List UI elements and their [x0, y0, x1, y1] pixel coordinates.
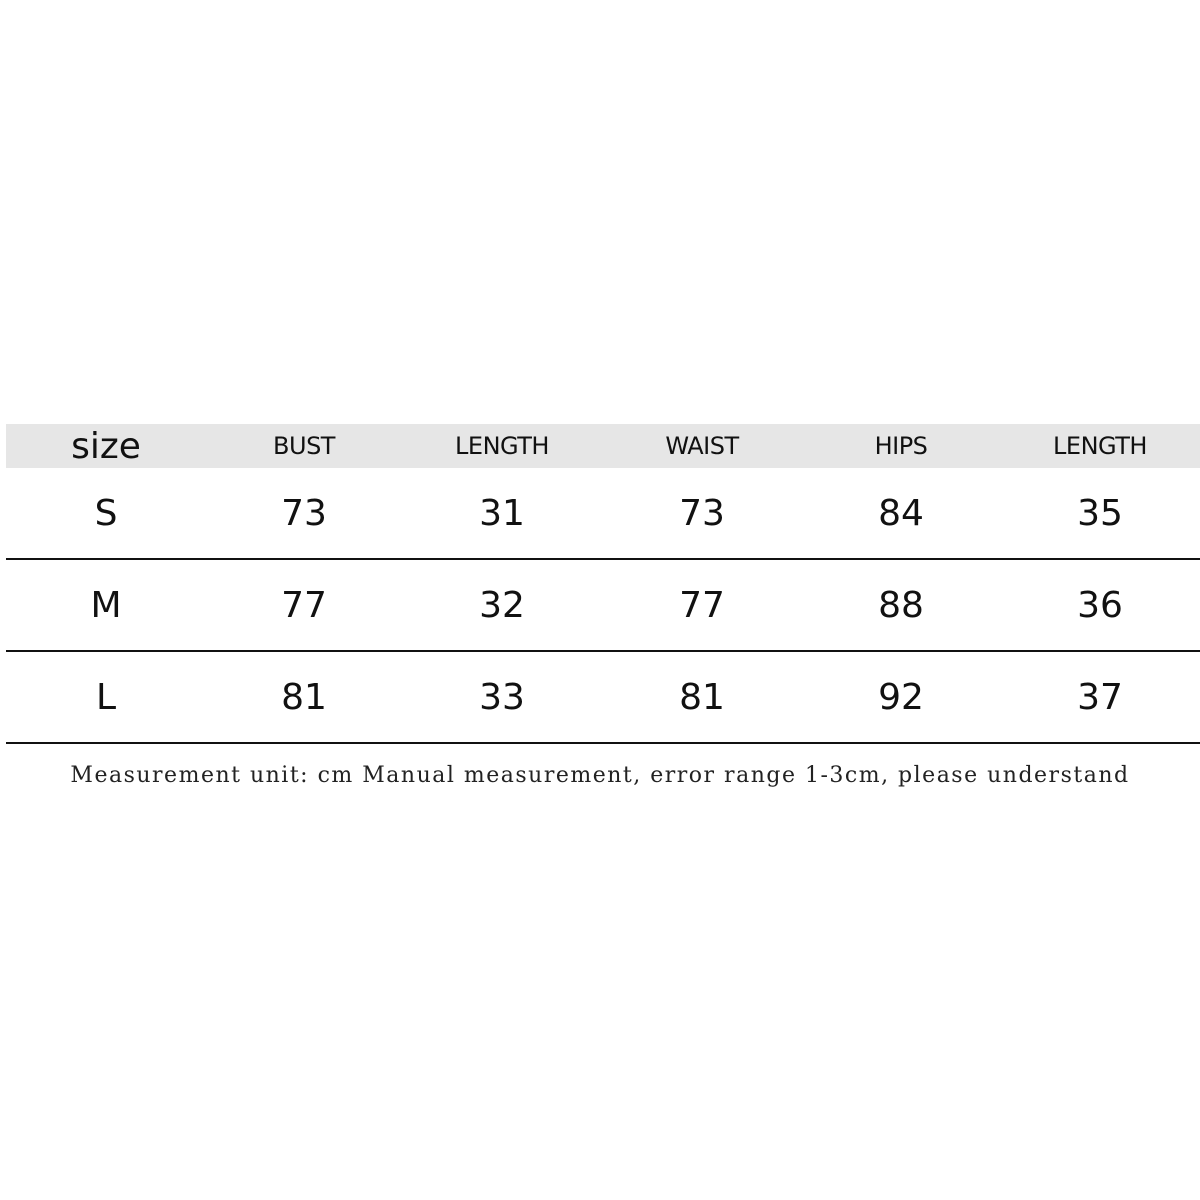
- header-bust: BUST: [273, 432, 335, 460]
- table-row: [6, 560, 1200, 652]
- size-label: L: [95, 676, 117, 718]
- length-2-value: 36: [1077, 584, 1123, 626]
- header-size: size: [71, 425, 141, 467]
- length-2-value: 37: [1077, 676, 1123, 718]
- bust-value: 73: [281, 492, 327, 534]
- table-header-row: [6, 424, 1200, 468]
- header-length-2: LENGTH: [1053, 432, 1147, 460]
- bust-value: 81: [281, 676, 327, 718]
- bust-value: 77: [281, 584, 327, 626]
- length-value: 31: [479, 492, 525, 534]
- size-label: S: [94, 492, 118, 534]
- table-row: [6, 468, 1200, 560]
- header-hips: HIPS: [874, 432, 928, 460]
- size-chart-table: [6, 424, 1200, 744]
- table-row: [6, 652, 1200, 744]
- header-length: LENGTH: [455, 432, 549, 460]
- length-value: 32: [479, 584, 525, 626]
- length-2-value: 35: [1077, 492, 1123, 534]
- header-waist: WAIST: [665, 432, 739, 460]
- hips-value: 84: [878, 492, 924, 534]
- size-label: M: [90, 584, 122, 626]
- length-value: 33: [479, 676, 525, 718]
- waist-value: 81: [679, 676, 725, 718]
- hips-value: 92: [878, 676, 924, 718]
- waist-value: 73: [679, 492, 725, 534]
- measurement-note: Measurement unit: cm Manual measurement, error range 1-3cm, please understand: [70, 763, 1130, 788]
- waist-value: 77: [679, 584, 725, 626]
- hips-value: 88: [878, 584, 924, 626]
